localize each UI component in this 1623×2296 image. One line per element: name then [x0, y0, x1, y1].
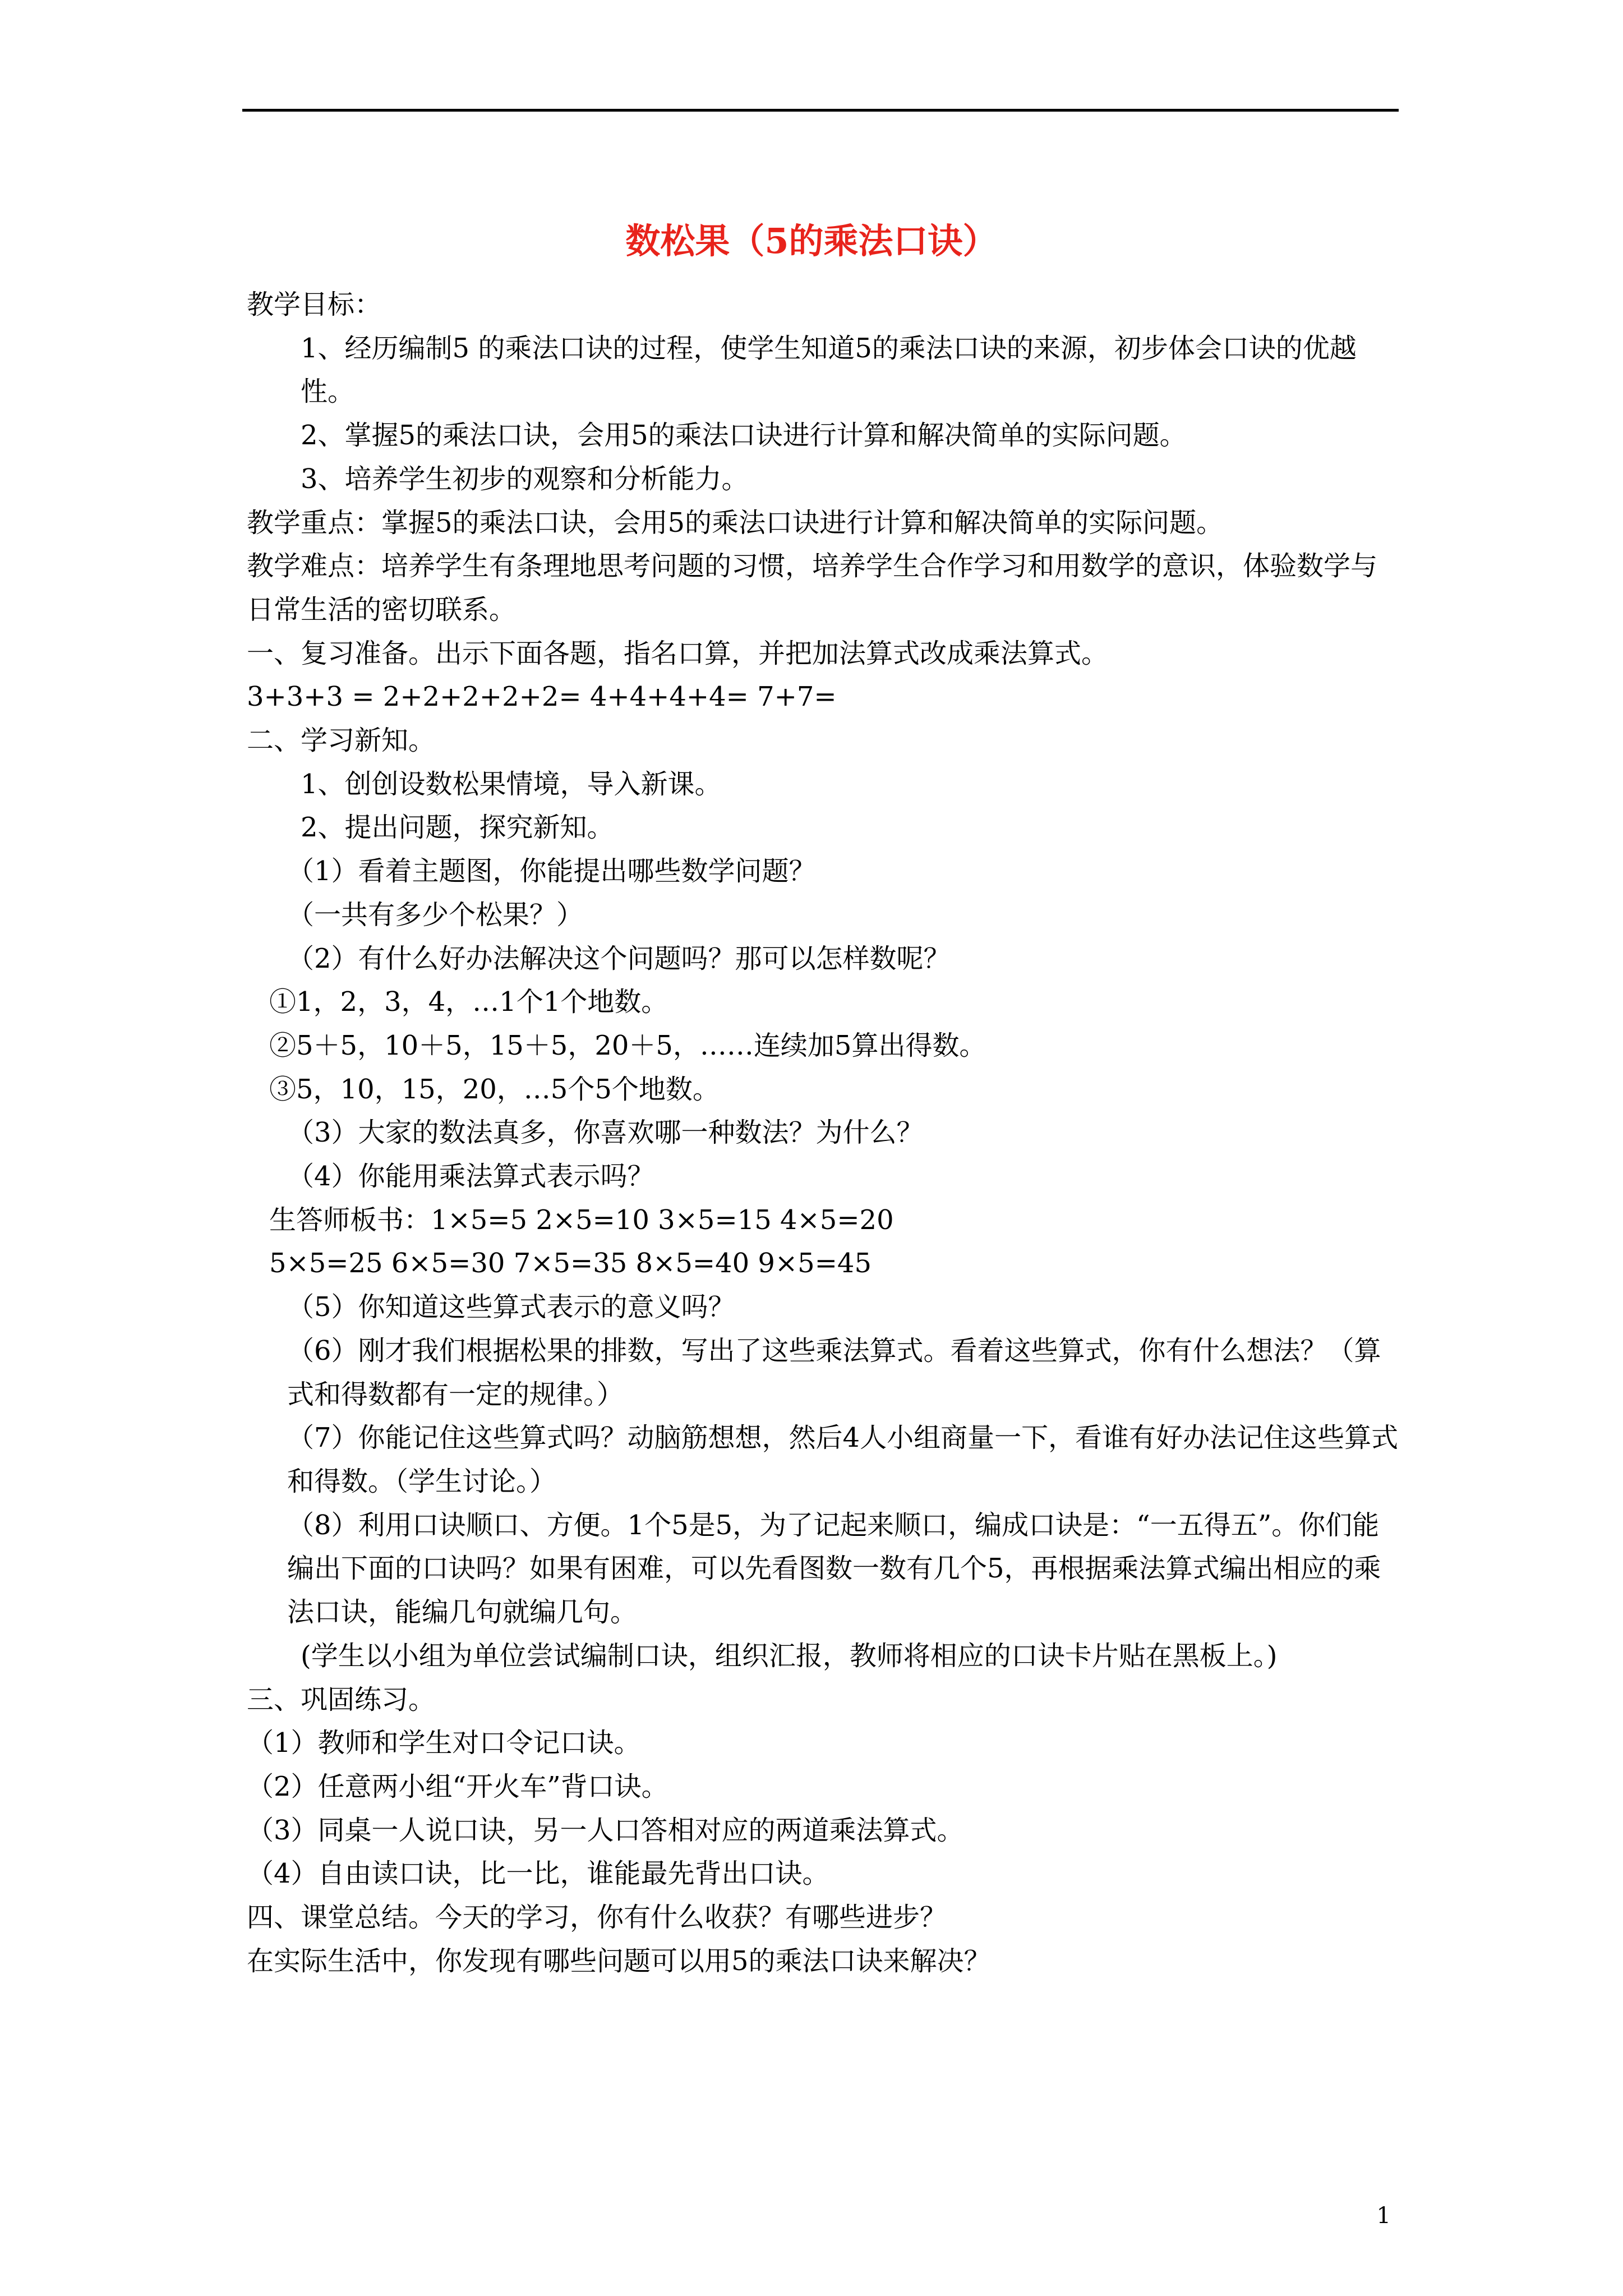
question-1-answer: （一共有多少个松果？）: [287, 899, 584, 931]
review-exercises: 3+3+3 = 2+2+2+2+2= 4+4+4+4= 7+7=: [247, 681, 837, 713]
document-body: [247, 283, 1402, 1983]
method-1: ①1，2，3，4，…1个1个地数。: [269, 986, 668, 1018]
step-1: 1、创创设数松果情境，导入新课。: [301, 768, 722, 800]
question-3: （3）大家的数法真多，你喜欢哪一种数法？为什么？: [287, 1117, 924, 1149]
objective-2: 2、掌握5的乘法口诀，会用5的乘法口诀进行计算和解决简单的实际问题。: [301, 420, 1187, 452]
practice-3: （3）同桌一人说口诀，另一人口答相对应的两道乘法算式。: [247, 1814, 964, 1846]
objective-1: 1、经历编制5 的乘法口诀的过程，使学生知道5的乘法口诀的来源，初步体会口诀的优越性。: [301, 332, 1357, 408]
document-title: 数松果（5的乘法口诀）: [625, 220, 998, 261]
board-equations-1: 生答师板书：1×5=5 2×5=10 3×5=15 4×5=20: [269, 1204, 894, 1236]
page-number: 1: [1376, 2203, 1391, 2229]
objective-3: 3、培养学生初步的观察和分析能力。: [301, 463, 749, 495]
question-8: （8）利用口诀顺口、方便。1个5是5，为了记起来顺口，编成口诀是：“一五得五”。你们能编出下面的口诀吗？如果有困难，可以先看图数一数有几个5，再根据乘法算式编出相应的乘法口诀，能编几句就编几句。: [287, 1509, 1381, 1628]
key-point: 教学重点：掌握5的乘法口诀，会用5的乘法口诀进行计算和解决简单的实际问题。: [247, 507, 1224, 539]
question-7: （7）你能记住这些算式吗？动脑筋想想，然后4人小组商量一下，看谁有好办法记住这些算式和得数。（学生讨论。）: [287, 1422, 1399, 1497]
board-equations-2: 5×5=25 6×5=30 7×5=35 8×5=40 9×5=45: [269, 1248, 872, 1280]
question-6: （6）刚才我们根据松果的排数，写出了这些乘法算式。看着这些算式，你有什么想法？（算式和得数都有一定的规律。）: [287, 1335, 1381, 1410]
question-4: （4）你能用乘法算式表示吗？: [287, 1161, 654, 1193]
question-1: （1）看着主题图，你能提出哪些数学问题？: [287, 855, 816, 887]
practice-4: （4）自由读口诀，比一比，谁能最先背出口诀。: [247, 1858, 829, 1890]
method-3: ③5，10，15，20，…5个5个地数。: [269, 1073, 720, 1105]
difficult-point: 教学难点：培养学生有条理地思考问题的习惯，培养学生合作学习和用数学的意识，体验数学与日常生活的密切联系。: [247, 550, 1378, 625]
section-practice: 三、巩固练习。: [247, 1683, 436, 1715]
question-5: （5）你知道这些算式表示的意义吗？: [287, 1291, 735, 1323]
practice-1: （1）教师和学生对口令记口诀。: [247, 1727, 641, 1759]
objectives-heading: 教学目标：: [247, 289, 382, 320]
header-rule: [242, 109, 1399, 112]
group-activity-note: (学生以小组为单位尝试编制口诀，组织汇报，教师将相应的口诀卡片贴在黑板上。): [301, 1640, 1278, 1672]
closing-question: 在实际生活中，你发现有哪些问题可以用5的乘法口诀来解决？: [247, 1945, 991, 1977]
section-review: 一、复习准备。出示下面各题，指名口算，并把加法算式改成乘法算式。: [247, 637, 1109, 669]
section-summary: 四、课堂总结。今天的学习，你有什么收获？有哪些进步？: [247, 1902, 947, 1934]
section-new-knowledge: 二、学习新知。: [247, 725, 436, 757]
step-2: 2、提出问题，探究新知。: [301, 812, 614, 844]
practice-2: （2）任意两小组“开火车”背口诀。: [247, 1770, 668, 1802]
question-2: （2）有什么好办法解决这个问题吗？那可以怎样数呢？: [287, 942, 951, 974]
method-2: ②5＋5，10＋5，15＋5，20＋5，……连续加5算出得数。: [269, 1029, 986, 1061]
